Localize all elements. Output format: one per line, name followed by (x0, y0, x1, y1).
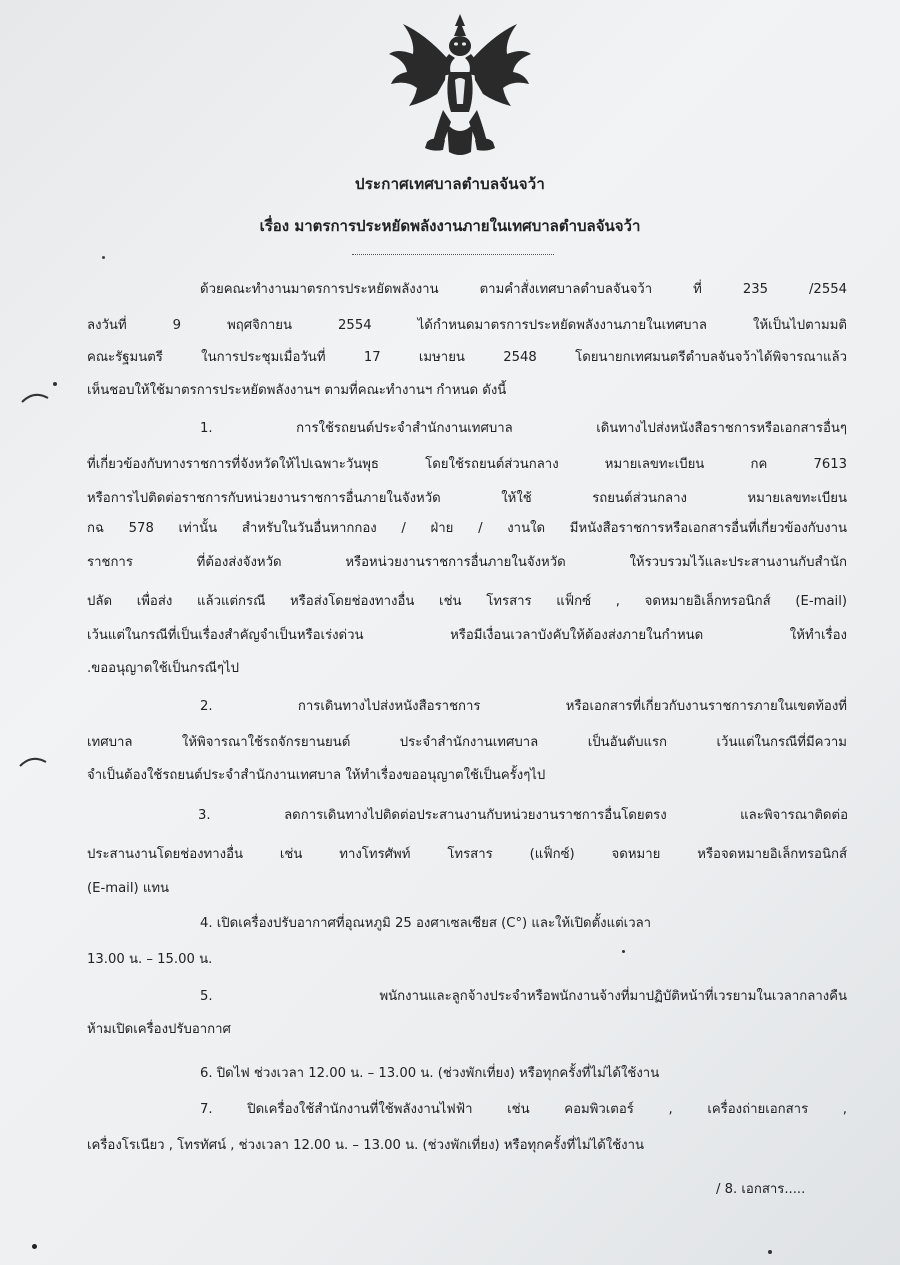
speck (53, 382, 57, 386)
paragraph-line: หรือการไปติดต่อราชการกับหน่วยงานราชการอื่นภายในจังหวัด ให้ใช้ รถยนต์ส่วนกลาง หมายเลขทะเบียน (87, 491, 847, 506)
paragraph-line: คณะรัฐมนตรี ในการประชุมเมื่อวันที่ 17 เมษายน 2548 โดยนายกเทศมนตรีตำบลจันจว้าได้พิจารณาแล้ว (87, 350, 847, 365)
paragraph-line: 4. เปิดเครื่องปรับอากาศที่อุณหภูมิ 25 องศาเซลเซียส (C°) และให้เปิดตั้งแต่เวลา (200, 916, 652, 931)
paragraph-line: ราชการ ที่ต้องส่งจังหวัด หรือหน่วยงานราชการอื่นภายในจังหวัด ให้รวบรวมไว้และประสานงานกับสำนัก (87, 555, 847, 570)
paragraph-line: เห็นชอบให้ใช้มาตรการประหยัดพลังงานฯ ตามที่คณะทำงานฯ กำหนด ดังนี้ (87, 383, 507, 398)
paragraph-line: 6. ปิดไฟ ช่วงเวลา 12.00 น. – 13.00 น. (ช่วงพักเที่ยง) หรือทุกครั้งที่ไม่ได้ใช้งาน (200, 1066, 660, 1081)
paragraph-line: ปลัด เพื่อส่ง แล้วแต่กรณี หรือส่งโดยช่องทางอื่น เช่น โทรสาร แฟ็กซ์ , จดหมายอิเล็กทรอนิกส์ (E-mail) (87, 594, 847, 609)
paragraph-line: กฉ 578 เท่านั้น สำหรับในวันอื่นหากกอง / ฝ่าย / งานใด มีหนังสือราชการหรือเอกสารอื่นที่เกี่ยวข้องกับงาน (87, 521, 847, 536)
paragraph-line: ลงวันที่ 9 พฤศจิกายน 2554 ได้กำหนดมาตรการประหยัดพลังงานภายในเทศบาล ให้เป็นไปตามมติ (87, 318, 847, 333)
paragraph-line: เว้นแต่ในกรณีที่เป็นเรื่องสำคัญจำเป็นหรือเร่งด่วน หรือมีเงื่อนเวลาบังคับให้ต้องส่งภายในกำหนด ให้ทำเรื่อง (87, 628, 847, 643)
paragraph-line: ด้วยคณะทำงานมาตรการประหยัดพลังงาน ตามคำสั่งเทศบาลตำบลจันจว้า ที่ 235 /2554 (200, 282, 847, 297)
garuda-emblem-icon (385, 14, 535, 159)
announcement-title: ประกาศเทศบาลตำบลจันจว้า (355, 175, 545, 193)
paragraph-line: 7. ปิดเครื่องใช้สำนักงานที่ใช้พลังงานไฟฟ้า เช่น คอมพิวเตอร์ , เครื่องถ่ายเอกสาร , (200, 1102, 847, 1117)
paragraph-line: .ขออนุญาตใช้เป็นกรณีๆไป (87, 661, 239, 676)
speck (622, 950, 625, 953)
hole-punch-mark (20, 388, 50, 408)
paragraph-line: 3. ลดการเดินทางไปติดต่อประสานงานกับหน่วยงานราชการอื่นโดยตรง และพิจารณาติดต่อ (198, 808, 848, 823)
subject-line: เรื่อง มาตรการประหยัดพลังงานภายในเทศบาลตำบลจันจว้า (259, 217, 641, 235)
continuation-note: / 8. เอกสาร..... (716, 1182, 806, 1197)
paragraph-line: (E-mail) แทน (87, 881, 170, 896)
hole-punch-mark (18, 752, 48, 772)
speck (768, 1250, 772, 1254)
paragraph-line: 1. การใช้รถยนต์ประจำสำนักงานเทศบาล เดินทางไปส่งหนังสือราชการหรือเอกสารอื่นๆ (200, 421, 847, 436)
paragraph-line: 13.00 น. – 15.00 น. (87, 952, 213, 967)
paragraph-line: จำเป็นต้องใช้รถยนต์ประจำสำนักงานเทศบาล ให้ทำเรื่องขออนุญาตใช้เป็นครั้งๆไป (87, 768, 546, 783)
paragraph-line: เทศบาล ให้พิจารณาใช้รถจักรยานยนต์ ประจำสำนักงานเทศบาล เป็นอันดับแรก เว้นแต่ในกรณีที่มีความ (87, 735, 847, 750)
paragraph-line: 5. พนักงานและลูกจ้างประจำหรือพนักงานจ้างที่มาปฏิบัติหน้าที่เวรยามในเวลากลางคืน (200, 989, 847, 1004)
speck (102, 256, 105, 259)
paragraph-line: ห้ามเปิดเครื่องปรับอากาศ (87, 1022, 231, 1037)
paragraph-line: ที่เกี่ยวข้องกับทางราชการที่จังหวัดให้ไปเฉพาะวันพุธ โดยใช้รถยนต์ส่วนกลาง หมายเลขทะเบียน กค 7613 (87, 457, 847, 472)
paragraph-line: ประสานงานโดยช่องทางอื่น เช่น ทางโทรศัพท์ โทรสาร (แฟ็กซ์) จดหมาย หรือจดหมายอิเล็กทรอนิกส์ (87, 847, 847, 862)
title-divider (352, 254, 554, 255)
paragraph-line: 2. การเดินทางไปส่งหนังสือราชการ หรือเอกสารที่เกี่ยวกับงานราชการภายในเขตท้องที่ (200, 699, 847, 714)
speck (32, 1244, 37, 1249)
paragraph-line: เครื่องโรเนียว , โทรทัศน์ , ช่วงเวลา 12.00 น. – 13.00 น. (ช่วงพักเที่ยง) หรือทุกครั้งที่ไม่ได้ใช้งาน (87, 1138, 645, 1153)
